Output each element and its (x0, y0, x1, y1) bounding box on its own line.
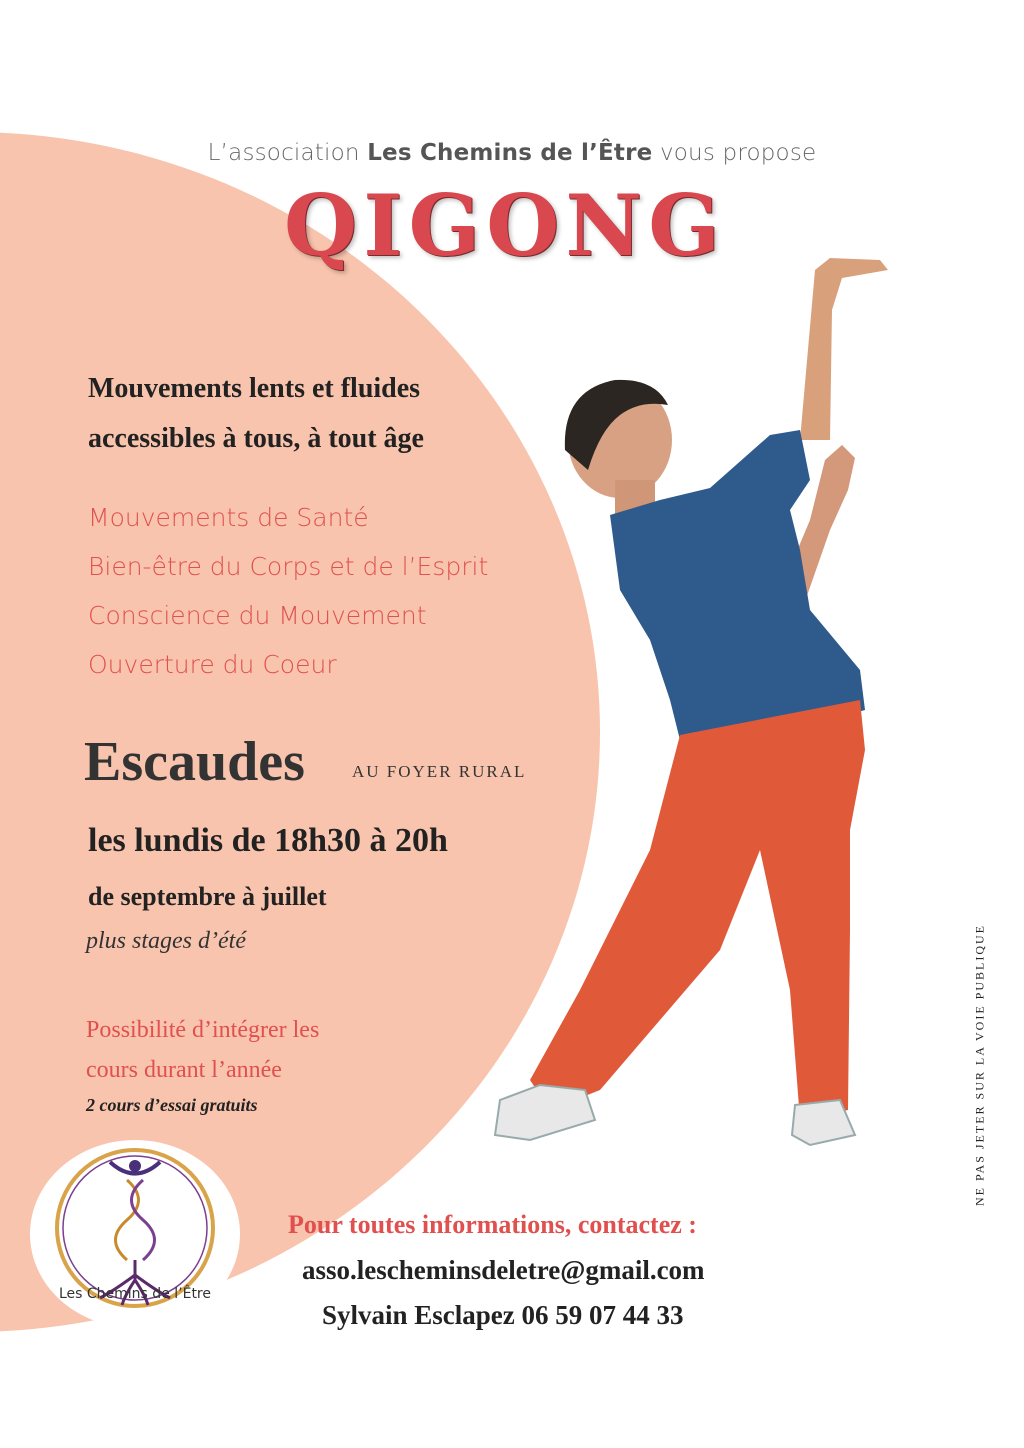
side-note-text: NE PAS JETER SUR LA VOIE PUBLIQUE (972, 923, 987, 1207)
intro-suffix: vous propose (659, 140, 817, 166)
town-name: Escaudes (84, 731, 305, 793)
contact-phone[interactable]: Sylvain Esclapez 06 59 07 44 33 (322, 1300, 684, 1330)
raised-arm (800, 258, 888, 440)
page-title: QIGONG (284, 176, 726, 275)
benefit-item: Ouverture du Coeur (88, 650, 337, 679)
enrollment-note (86, 1010, 319, 1090)
enrollment-line-2: cours durant l’année (86, 1057, 282, 1083)
enrollment-line-1: Possibilité d’intégrer les (86, 1017, 320, 1043)
benefits-list (88, 498, 488, 694)
schedule-time: les lundis de 18h30 à 20h (88, 822, 448, 859)
trial-offer: 2 cours d’essai gratuits (86, 1095, 258, 1115)
contact-title: Pour toutes informations, contactez : (288, 1210, 697, 1239)
association-name: Les Chemins de l’Être (367, 140, 653, 166)
tagline-line-2: accessibles à tous, à tout âge (88, 423, 424, 454)
intro-prefix: L’association (207, 140, 360, 166)
qigong-practitioner-illustration (470, 230, 900, 1180)
logo-caption: Les Chemins de l’Être (58, 1286, 211, 1302)
benefit-item: Bien-être du Corps et de l’Esprit (88, 552, 489, 581)
venue: AU FOYER RURAL (352, 762, 527, 781)
intro-line (0, 140, 1024, 166)
left-shoe (495, 1085, 595, 1140)
pants (530, 700, 865, 1120)
benefit-item: Conscience du Mouvement (88, 601, 427, 630)
tagline (88, 364, 424, 464)
tagline-line-1: Mouvements lents et fluides (88, 373, 421, 404)
schedule-extra: plus stages d’été (86, 928, 246, 954)
benefit-item: Mouvements de Santé (88, 503, 369, 532)
contact-email[interactable]: asso.lescheminsdeletre@gmail.com (302, 1255, 705, 1285)
schedule-months: de septembre à juillet (88, 882, 327, 911)
